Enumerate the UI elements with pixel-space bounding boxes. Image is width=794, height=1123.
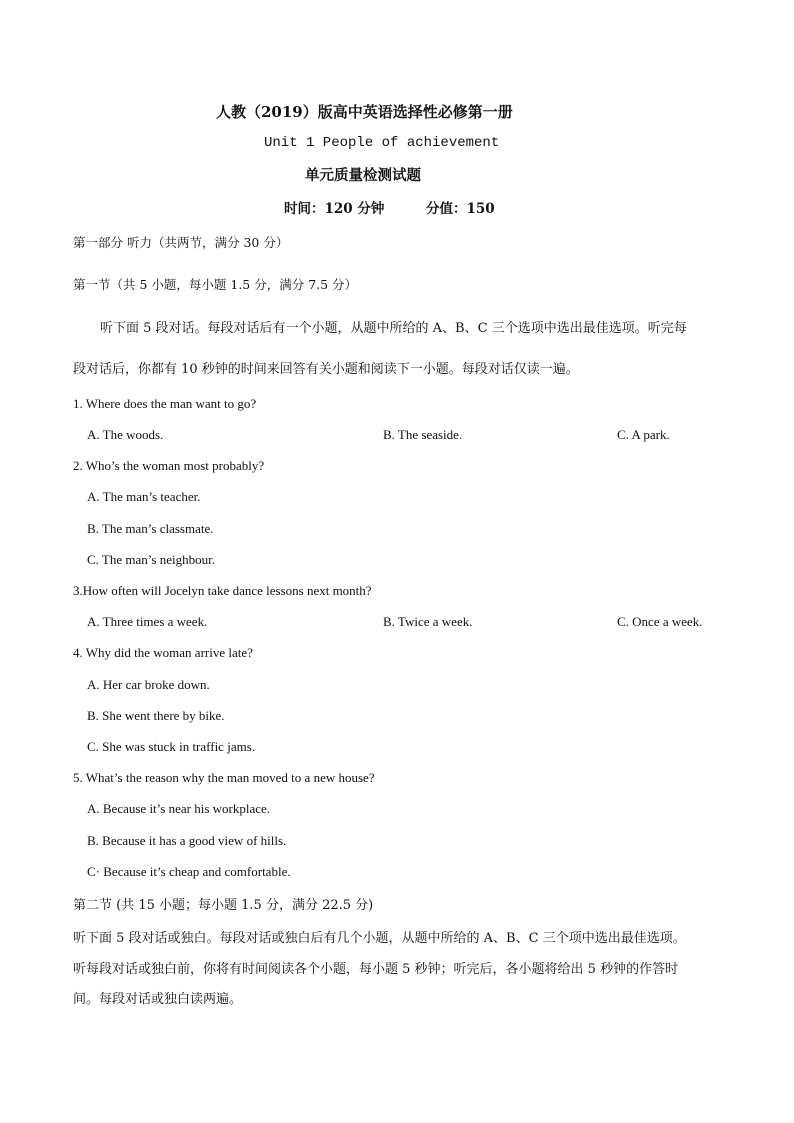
section2-line-2: 听每段对话或独白前，你将有时间阅读各个小题，每小题 5 秒钟；听完后，各小题将给出 5 秒钟的作答时 bbox=[73, 962, 679, 977]
q5-option-a: A. Because it’s near his workplace. bbox=[87, 801, 271, 816]
q5-option-b: B. Because it has a good view of hills. bbox=[87, 833, 287, 848]
section2-line-1: 听下面 5 段对话或独白。每段对话或独白后有几个小题，从题中所给的 A、B、C 三个项中选出最佳选项。 bbox=[73, 931, 686, 946]
instruction-line-2: 段对话后，你都有 10 秒钟的时间来回答有关小题和阅读下一小题。每段对话仅读一遍。 bbox=[73, 362, 579, 377]
question-3: 3.How often will Jocelyn take dance lessons next month? bbox=[73, 583, 372, 598]
question-4: 4. Why did the woman arrive late? bbox=[73, 645, 253, 660]
section2-line-3: 间。每段对话或独白读两遍。 bbox=[73, 992, 243, 1007]
question-1: 1. Where does the man want to go? bbox=[73, 396, 257, 411]
q4-option-a: A. Her car broke down. bbox=[87, 677, 210, 692]
section1-heading: 第一节（共 5 小题，每小题 1.5 分，满分 7.5 分） bbox=[73, 277, 358, 292]
question-5: 5. What’s the reason why the man moved to a new house? bbox=[73, 770, 375, 785]
document-title: 人教（2019）版高中英语选择性必修第一册 bbox=[216, 103, 513, 121]
q4-option-c: C. She was stuck in traffic jams. bbox=[87, 739, 256, 754]
q4-option-b: B. She went there by bike. bbox=[87, 708, 225, 723]
instruction-line-1: 听下面 5 段对话。每段对话后有一个小题，从题中所给的 A、B、C 三个选项中选出最佳选项。听完每 bbox=[100, 321, 687, 336]
section2-heading: 第二节 (共 15 小题；每小题 1.5 分，满分 22.5 分) bbox=[73, 898, 374, 913]
q1-option-b: B. The seaside. bbox=[383, 427, 463, 442]
q1-option-a: A. The woods. bbox=[87, 427, 164, 442]
q3-option-c: C. Once a week. bbox=[617, 614, 703, 629]
exam-score: 分值：150 bbox=[426, 201, 495, 217]
q2-option-b: B. The man’s classmate. bbox=[87, 521, 214, 536]
q2-option-c: C. The man’s neighbour. bbox=[87, 552, 215, 567]
exam-time: 时间：120 分钟 bbox=[284, 201, 385, 217]
q3-option-b: B. Twice a week. bbox=[383, 614, 473, 629]
question-2: 2. Who’s the woman most probably? bbox=[73, 458, 265, 473]
part1-heading: 第一部分 听力（共两节，满分 30 分） bbox=[73, 235, 289, 250]
exam-subtitle: 单元质量检测试题 bbox=[305, 167, 421, 184]
q1-option-c: C. A park. bbox=[617, 427, 670, 442]
q5-option-c: C· Because it’s cheap and comfortable. bbox=[87, 864, 291, 879]
q3-option-a: A. Three times a week. bbox=[87, 614, 208, 629]
q2-option-a: A. The man’s teacher. bbox=[87, 489, 201, 504]
unit-title: Unit 1 People of achievement bbox=[264, 135, 500, 151]
